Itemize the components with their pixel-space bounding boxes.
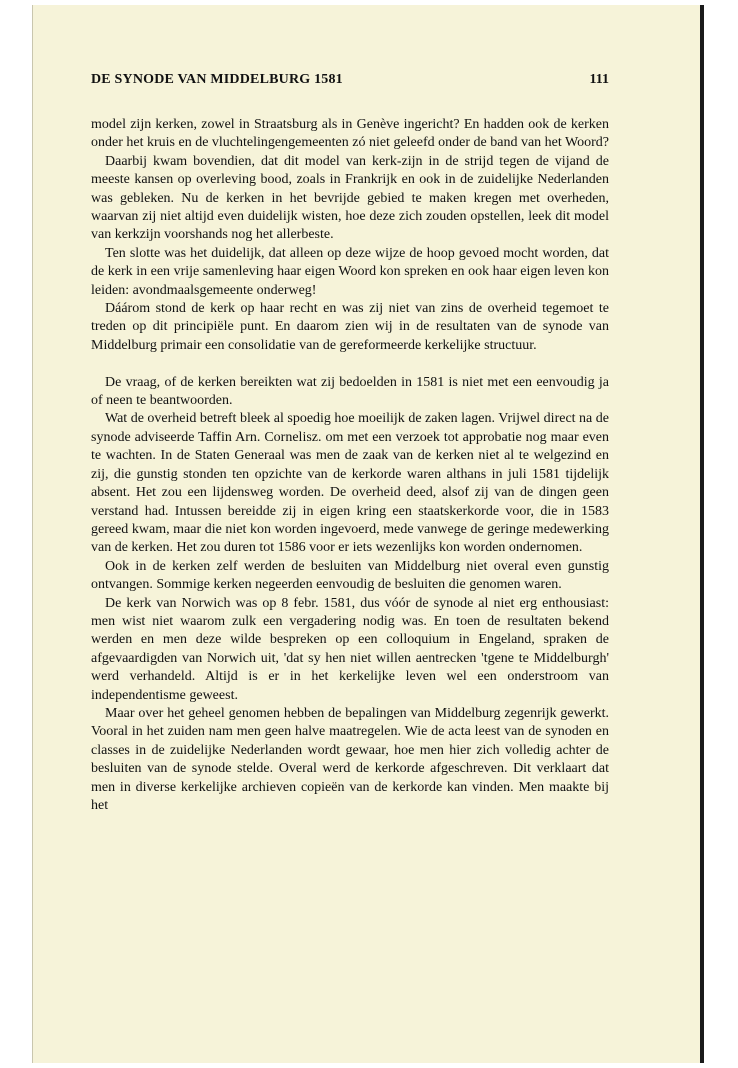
scan-right-border — [700, 5, 704, 1063]
page-header — [91, 72, 609, 92]
paragraph-section-start: De vraag, of de kerken bereikten wat zij bedoelden in 1581 is niet met een eenvoudig ja of neen te beantwoorden. — [91, 374, 609, 409]
paragraph: Ten slotte was het duidelijk, dat alleen op deze wijze de hoop gevoed mocht worden, dat de kerk in een vrije samenleving haar eigen Woord kon spreken en ook haar eigen leven kon leiden: avondmaalsgemeente onderweg! — [91, 245, 609, 298]
body-text — [91, 116, 609, 815]
page-left-edge — [32, 5, 33, 1063]
paragraph: Dáárom stond de kerk op haar recht en was zij niet van zins de overheid tegemoet te treden op dit principiële punt. En daarom zien wij in de resultaten van de synode van Middelburg primair een consolidatie van de gereformeerde kerkelijke structuur. — [91, 301, 609, 353]
paragraph: Maar over het geheel genomen hebben de bepalingen van Middelburg zegenrijk gewerkt. Vooral in het zuiden nam men geen halve maatregelen. Wie de acta leest van de synoden en classes in de zuidelijke Nederlanden wordt gewaar, hoe men hier zich volledig achter de besluiten van de synode stelde. Overal werd de kerkorde afgeschreven. Dit verklaart dat men in diverse kerkelijke archieven copieën van de kerkorde kan vinden. Men maakte bij het — [91, 705, 609, 814]
paragraph: De kerk van Norwich was op 8 febr. 1581, dus vóór de synode al niet erg enthousiast: men wist niet waarom zulk een vergadering nodig was. En toen de resultaten bekend werden en men deze wilde bespreken op een colloquium in Engeland, spraken de afgevaardigden van Norwich uit, 'dat sy hen niet willen aentrecken 'tgene te Middelburgh' werd verhandeld. Altijd is er in het kerkelijke leven wel een onderstroom van independentisme geweest. — [91, 595, 609, 703]
running-title: DE SYNODE VAN MIDDELBURG 1581 — [91, 72, 343, 87]
paragraph: Wat de overheid betreft bleek al spoedig hoe moeilijk de zaken lagen. Vrijwel direct na de synode adviseerde Taffin Arn. Cornelisz. om met een verzoek tot approbatie nog maar even te wachten. In de Staten Generaal was men de zaak van de kerken niet al te welgezind en zij, die gunstig stonden ten opzichte van de kerkorde waren althans in juli 1581 tijdelijk absent. Het zou een lijdensweg worden. De overheid deed, alsof zij van de dingen geen verstand had. Intussen bereidde zij in eigen kring een staatskerkorde voor, die in 1583 gereed kwam, maar die niet kon worden ingevoerd, mede vanwege de geringe medewerking van de kerken. Het zou duren tot 1586 voor er iets wezenlijks kon worden ondernomen. — [91, 411, 609, 556]
paragraph: Daarbij kwam bovendien, dat dit model van kerk-zijn in de strijd tegen de vijand de meeste kansen op overleving bood, zoals in Frankrijk en ook in de zuidelijke Nederlanden was gebleken. Nu de kerken in het bevrijde gebied te maken kregen met overheden, waarvan zij niet altijd even duidelijk wisten, hoe deze zich zouden opstellen, leek dit model van kerkzijn voorshands nog het allerbeste. — [91, 153, 609, 243]
paragraph-continuation: model zijn kerken, zowel in Straatsburg als in Genève ingericht? En hadden ook de kerken onder het kruis en de vluchtelingengemeenten zó niet geleefd onder de band van het Woord? — [91, 117, 609, 151]
page-number: 111 — [589, 72, 609, 87]
paragraph: Ook in de kerken zelf werden de besluiten van Middelburg niet overal even gunstig ontvangen. Sommige kerken negeerden eenvoudig de besluiten die genomen waren. — [91, 558, 609, 593]
